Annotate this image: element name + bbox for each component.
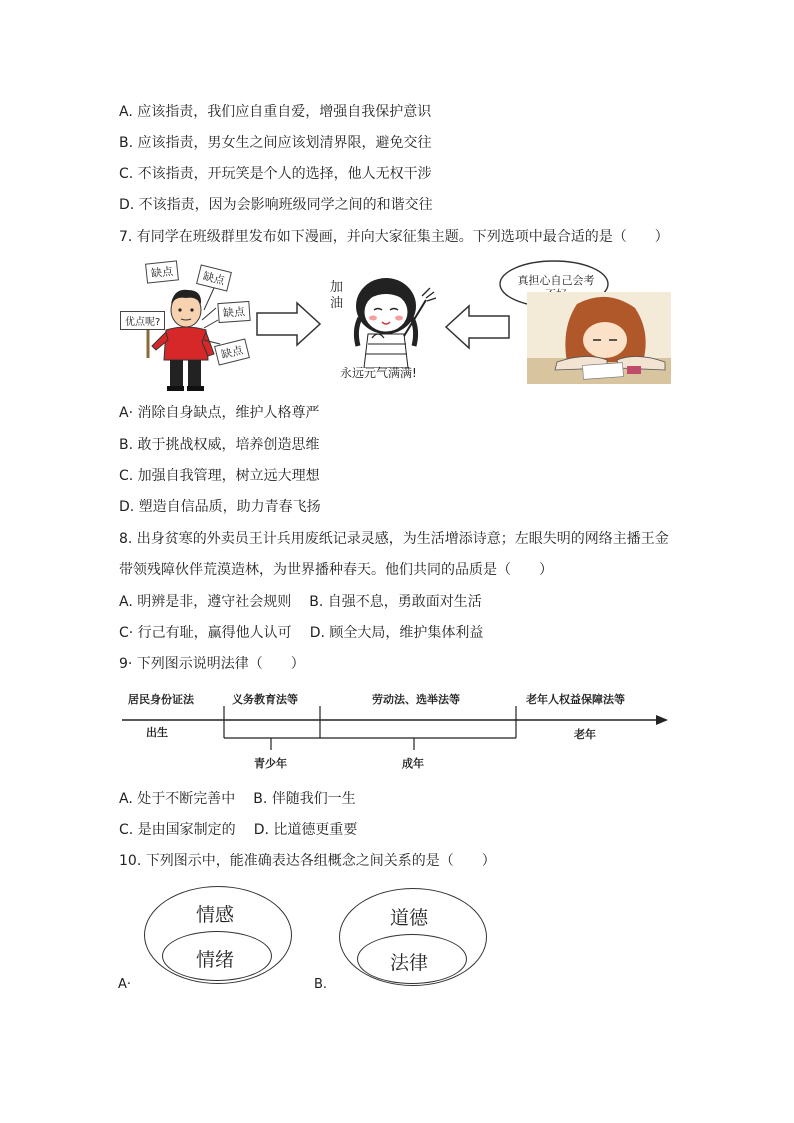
cheer-text: 加油: [330, 280, 344, 311]
flaw-pointer-lines: [196, 280, 256, 360]
q7-worry-bubble-text: 真担心自己会考: [517, 274, 595, 287]
venn-a-outer-label: 情感: [196, 904, 235, 926]
arrow-right-icon: [255, 300, 323, 348]
q6-option-d: D. 不该指责，因为会影响班级同学之间的和谐交往: [119, 197, 433, 213]
q7-note-flaw: 缺点: [217, 301, 250, 323]
timeline-birth: 出生: [146, 726, 168, 739]
q9-option-b: B. 伴随我们一生: [253, 791, 356, 807]
q8-option-b: B. 自强不息，勇敢面对生活: [309, 594, 482, 610]
q7-stem: 7. 有同学在班级群里发布如下漫画，并向大家征集主题。下列选项中最合适的是（ ）: [119, 229, 669, 245]
timeline-stage-youth: 青少年: [254, 757, 287, 770]
q7-note-flaw: 缺点: [196, 264, 232, 291]
q10-label-b: B.: [314, 977, 328, 992]
venn-b-inner-label: 法律: [390, 952, 429, 974]
q10-label-a: A·: [118, 977, 132, 992]
q8-option-c: C· 行己有耻，赢得他人认可: [119, 625, 292, 641]
cheering-girl-icon: [328, 268, 446, 368]
timeline-law-elderly: 老年人权益保障法等: [526, 693, 625, 706]
q7-note-flaw: 缺点: [145, 260, 179, 283]
timeline-stage-adult: 成年: [402, 757, 424, 770]
q7-note-flaw: 缺点: [214, 338, 250, 365]
q8-option-d: D. 顾全大局，维护集体利益: [309, 625, 484, 641]
q8-options-row1: [119, 593, 482, 611]
q7-option-b: B. 敢于挑战权威，培养创造思维: [119, 437, 320, 453]
q6-option-a: A. 应该指责，我们应自重自爱，增强自我保护意识: [119, 104, 432, 120]
q7-cartoon-right: [527, 292, 671, 384]
q7-option-a: A· 消除自身缺点，维护人格尊严: [119, 405, 320, 421]
q8-option-a: A. 明辨是非，遵守社会规则: [119, 594, 292, 610]
q8-stem-line1: 8. 出身贫寒的外卖员王计兵用废纸记录灵感，为生活增添诗意；左眼失明的网络主播王金: [119, 531, 669, 547]
q9-option-c: C. 是由国家制定的: [119, 822, 236, 838]
q7-option-d: D. 塑造自信品质，助力青春飞扬: [119, 499, 321, 515]
q9-options-row1: [119, 790, 356, 808]
timeline-law-education: 义务教育法等: [232, 693, 298, 706]
q9-options-row2: [119, 821, 357, 839]
venn-b-outer-label: 道德: [390, 907, 429, 929]
q6-option-c: C. 不该指责，开玩笑是个人的选择，他人无权干涉: [119, 166, 432, 182]
q9-option-d: D. 比道德更重要: [253, 822, 358, 838]
q10-stem: 10. 下列图示中，能准确表达各组概念之间关系的是（ ）: [119, 853, 496, 869]
timeline-law-id-card: 居民身份证法: [128, 693, 194, 706]
timeline-stage-elderly: 老年: [574, 728, 596, 741]
venn-a-inner-label: 情绪: [196, 949, 235, 971]
q7-sign-strengths: 优点呢?: [120, 311, 165, 330]
q6-option-b: B. 应该指责，男女生之间应该划清界限，避免交往: [119, 135, 432, 151]
timeline-law-labor: 劳动法、选举法等: [372, 693, 460, 706]
q7-center-caption: 永远元气满满!: [340, 366, 417, 380]
q9-stem: 9· 下列图示说明法律（ ）: [119, 656, 305, 672]
q7-option-c: C. 加强自我管理，树立远大理想: [119, 468, 320, 484]
q9-option-a: A. 处于不断完善中: [119, 791, 236, 807]
q8-options-row2: [119, 624, 483, 642]
q7-cartoon-center: [328, 268, 446, 368]
q8-stem-line2: 带领残障伙伴荒漠造林，为世界播种春天。他们共同的品质是（ ）: [119, 562, 553, 578]
worried-girl-icon: [527, 292, 671, 384]
